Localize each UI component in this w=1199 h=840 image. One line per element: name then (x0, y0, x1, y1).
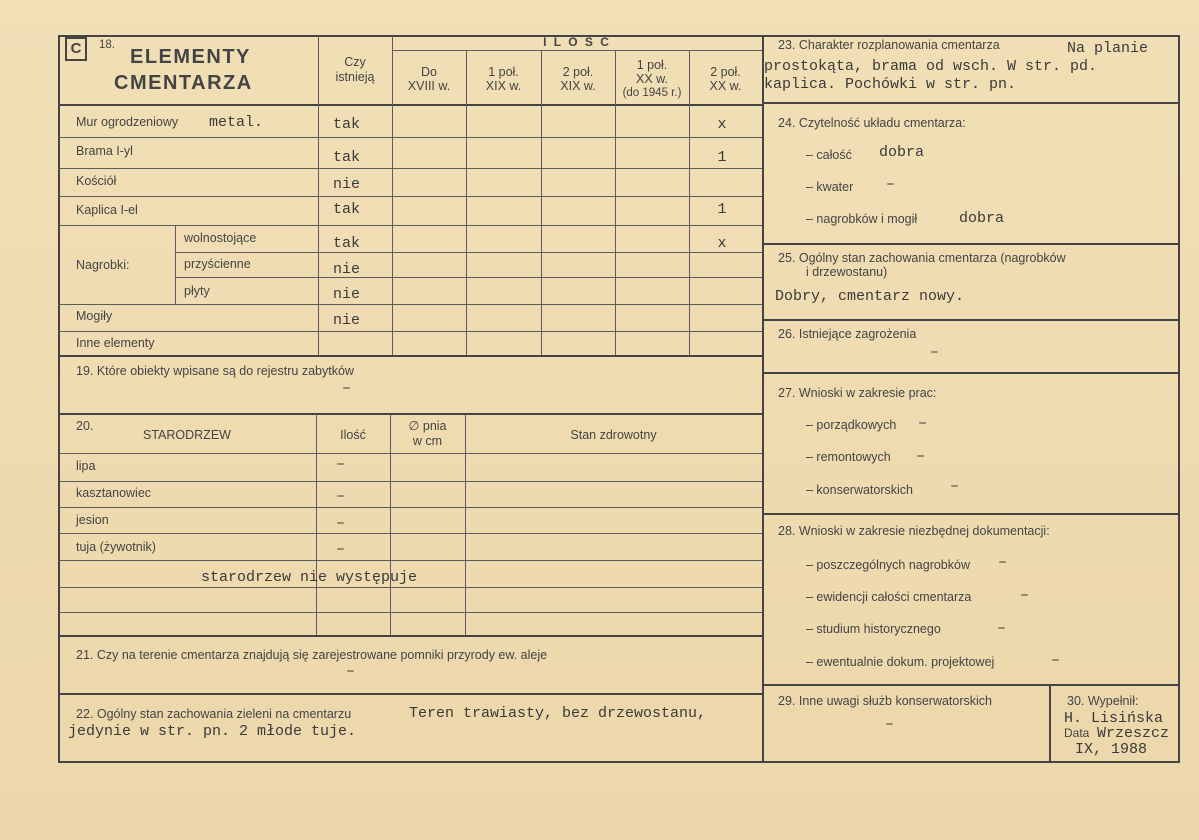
trees-col-ilosc: Ilość (340, 428, 366, 442)
q28-projektowej-value: – (1051, 652, 1061, 669)
q28-studium-value: – (997, 620, 1007, 637)
trees-col-pnia-1: ∅ pnia (408, 419, 447, 433)
q27-porzadkowych-label: – porządkowych (806, 418, 897, 432)
q22-label: 22. Ogólny stan zachowania zieleni na cmentarzu (76, 707, 352, 721)
q28-ewidencji-label: – ewidencji całości cmentarza (806, 590, 972, 604)
col-2pol-xix-2: XIX w. (560, 79, 596, 93)
col-1pol-xix-1: 1 poł. (488, 65, 519, 79)
q26-value: – (930, 344, 940, 361)
q30-date-label: Data (1064, 726, 1090, 740)
frame-left (58, 35, 60, 763)
row-kosciol-label: Kościół (76, 174, 117, 188)
row-mur-czy: tak (333, 116, 361, 133)
q28-label: 28. Wnioski w zakresie niezbędnej dokumentacji: (778, 524, 1050, 538)
tree-name-kasztanowiec: kasztanowiec (76, 486, 152, 500)
row-przyscienne-label: przyścienne (184, 257, 251, 271)
q22-value-line2: jedynie w str. pn. 2 młode tuje. (68, 723, 357, 740)
ilosc-line (392, 50, 762, 51)
elements-title-line1: ELEMENTY (130, 46, 251, 68)
q23-value-line2: prostokąta, brama od wsch. W str. pd. (764, 58, 1098, 75)
col-1pol-xx-2: XX w. (636, 72, 668, 86)
q30-date-line1: Wrzeszcz (1097, 725, 1170, 742)
row-plyty-czy: nie (333, 286, 361, 303)
row-mogily-label: Mogiły (76, 309, 113, 323)
q29-label: 29. Inne uwagi służb konserwatorskich (778, 694, 993, 708)
col-ilosc: I L O Ś C (543, 35, 611, 49)
col-2pol-xx-2: XX w. (709, 79, 742, 93)
row-mogily-czy: nie (333, 312, 361, 329)
trees-title: STARODRZEW (143, 428, 231, 442)
q28-projektowej-label: – ewentualnie dokum. projektowej (806, 655, 995, 669)
row-nagrobki-label: Nagrobki: (76, 258, 130, 272)
frame-right (1178, 35, 1180, 763)
row-wolnostojace-mark: x (717, 235, 727, 252)
q21-label: 21. Czy na terenie cmentarza znajdują się zarejestrowane pomniki przyrody ew. aleje (76, 648, 548, 662)
tree-qty-jesion: – (336, 515, 346, 532)
col-2pol-xix-1: 2 poł. (562, 65, 594, 79)
row-mur-label: Mur ogrodzeniowy (76, 115, 179, 129)
q25-label-line1: 25. Ogólny stan zachowania cmentarza (nagrobków (778, 251, 1066, 265)
q30-name: H. Lisińska (1064, 710, 1164, 727)
q24-calosc-value: dobra (879, 144, 925, 161)
q29-value: – (885, 716, 895, 733)
q23-value-line1: Na planie (1067, 40, 1149, 57)
q22-value-line1: Teren trawiasty, bez drzewostanu, (409, 705, 707, 722)
col-1pol-xx-3: (do 1945 r.) (622, 87, 682, 99)
q28-studium-label: – studium historycznego (806, 622, 941, 636)
tree-qty-tuja: – (336, 541, 346, 558)
q28-poszczegolnych-value: – (998, 554, 1008, 571)
q19-label: 19. Które obiekty wpisane są do rejestru zabytków (76, 364, 354, 378)
trees-col-pnia-2: w cm (412, 434, 443, 448)
q24-nagrobkow-label: – nagrobków i mogił (806, 212, 918, 226)
q24-calosc-label: – całość (806, 148, 852, 162)
row-kaplica-mark: 1 (717, 201, 727, 218)
row-mur-typed: metal. (209, 114, 264, 131)
row-mur-mark: x (717, 116, 727, 133)
row-plyty-label: płyty (184, 284, 210, 298)
col-1pol-xx-1: 1 poł. (636, 58, 668, 72)
trees-note: starodrzew nie występuje (201, 569, 418, 586)
q21-value: – (346, 663, 356, 680)
q19-value: – (342, 380, 352, 397)
q30-date-line2: IX, 1988 (1075, 741, 1148, 758)
col-2pol-xx-1: 2 poł. (710, 65, 741, 79)
row-brama-label: Brama I-yl (76, 144, 133, 158)
row-wolnostojace-czy: tak (333, 235, 361, 252)
q27-label: 27. Wnioski w zakresie prac: (778, 386, 937, 400)
row-brama-czy: tak (333, 149, 361, 166)
row-kaplica-czy: tak (333, 201, 361, 218)
q25-value: Dobry, cmentarz nowy. (775, 288, 965, 305)
col-czy-line2: istnieją (335, 70, 375, 84)
row-kosciol-czy: nie (333, 176, 361, 193)
section-letter-box: C (65, 37, 87, 61)
col-do-xviii-1: Do (421, 65, 437, 79)
col-1pol-xix-2: XIX w. (485, 79, 522, 93)
q27-remontowych-label: – remontowych (806, 450, 891, 464)
frame-middle (762, 35, 764, 763)
tree-qty-lipa: – (336, 456, 346, 473)
q24-nagrobkow-value: dobra (959, 210, 1005, 227)
tree-name-tuja: tuja (żywotnik) (76, 540, 156, 554)
q24-kwater-value: – (886, 176, 896, 193)
tree-name-lipa: lipa (76, 459, 96, 473)
row-przyscienne-czy: nie (333, 261, 361, 278)
q24-label: 24. Czytelność układu cmentarza: (778, 116, 966, 130)
tree-name-jesion: jesion (76, 513, 109, 527)
q23-label: 23. Charakter rozplanowania cmentarza (778, 38, 1000, 52)
row-wolnostojace-label: wolnostojące (184, 231, 257, 245)
q25-label-line2: i drzewostanu) (806, 265, 888, 279)
q27-konserwatorskich-label: – konserwatorskich (806, 483, 913, 497)
q20-number: 20. (76, 419, 94, 433)
row-kaplica-label: Kaplica I-el (76, 203, 138, 217)
frame-bottom (58, 761, 1180, 763)
q27-porzadkowych-value: – (918, 415, 928, 432)
q27-konserwatorskich-value: – (950, 478, 960, 495)
row-brama-mark: 1 (717, 149, 727, 166)
row-inne-label: Inne elementy (76, 336, 155, 350)
q23-value-line3: kaplica. Pochówki w str. pn. (764, 76, 1017, 93)
col-czy-line1: Czy (344, 55, 366, 69)
field-number-18: 18. (99, 39, 115, 51)
q24-kwater-label: – kwater (806, 180, 854, 194)
q30-label: 30. Wypełnił: (1067, 694, 1139, 708)
col-do-xviii-2: XVIII w. (407, 79, 451, 93)
tree-qty-kasztanowiec: – (336, 488, 346, 505)
trees-col-stan: Stan zdrowotny (570, 428, 657, 442)
q27-remontowych-value: – (916, 448, 926, 465)
q28-ewidencji-value: – (1020, 587, 1030, 604)
q28-poszczegolnych-label: – poszczególnych nagrobków (806, 558, 970, 572)
header-bottom-line (58, 104, 764, 106)
q26-label: 26. Istniejące zagrożenia (778, 327, 917, 341)
elements-title-line2: CMENTARZA (114, 72, 253, 94)
